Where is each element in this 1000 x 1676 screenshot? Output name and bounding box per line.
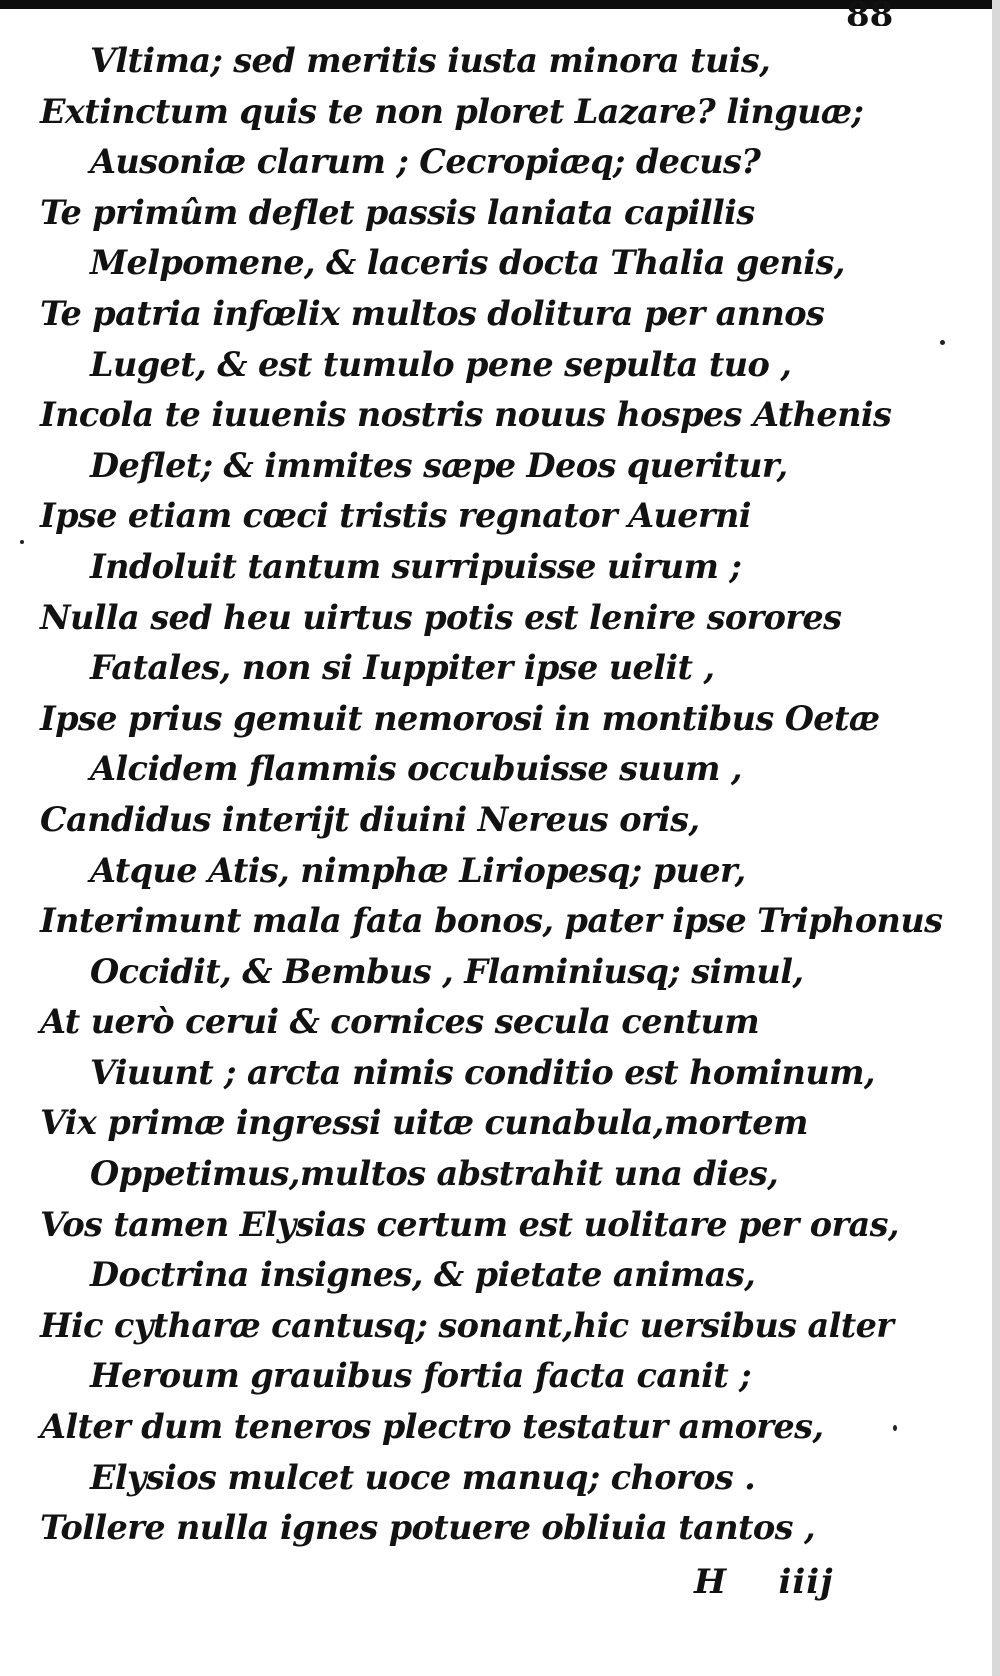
- poem-body: [0, 36, 1000, 1554]
- page-number: 88: [846, 0, 894, 26]
- verse-line: Ipse etiam cœci tristis regnator Auerni: [40, 496, 751, 536]
- signature-mark: H iiij: [694, 1562, 834, 1602]
- ink-speck: [20, 540, 24, 544]
- verse-line: Viuunt ; arcta nimis conditio est hominum,: [90, 1052, 875, 1092]
- verse-line: Vltima; sed meritis iusta minora tuis,: [90, 41, 771, 80]
- verse-line: Ausoniæ clarum ; Cecropiæq; decus?: [90, 142, 761, 182]
- verse-line: Interimunt mala fata bonos, pater ipse Triphonus: [40, 901, 943, 941]
- verse-line: Ipse prius gemuit nemorosi in montibus Oetæ: [40, 698, 880, 738]
- verse-line: Heroum grauibus fortia facta canit ;: [90, 1356, 752, 1396]
- verse-line: Vos tamen Elysias certum est uolitare per oras,: [40, 1204, 899, 1244]
- verse-line: Luget, & est tumulo pene sepulta tuo ,: [90, 344, 792, 384]
- verse-line: Fatales, non si Iuppiter ipse uelit ,: [90, 648, 715, 688]
- verse-line: Hic cytharæ cantusq; sonant,hic uersibus alter: [40, 1305, 894, 1345]
- verse-line: Elysios mulcet uoce manuq; choros .: [90, 1457, 756, 1497]
- verse-line: Alcidem flammis occubuisse suum ,: [90, 749, 742, 789]
- verse-line: Occidit, & Bembus , Flaminiusq; simul,: [90, 951, 804, 991]
- ink-speck: [940, 340, 945, 345]
- verse-line: Tollere nulla ignes potuere obliuia tantos ,: [40, 1508, 816, 1548]
- verse-line: At uerò cerui & cornices secula centum: [40, 1002, 760, 1042]
- verse-line: Deflet; & immites sæpe Deos queritur,: [90, 445, 788, 485]
- verse-line: Melpomene, & laceris docta Thalia genis,: [90, 243, 845, 283]
- verse-line: Alter dum teneros plectro testatur amores,: [40, 1407, 824, 1447]
- verse-line: Te patria infœlix multos dolitura per annos: [40, 293, 825, 333]
- verse-line: Atque Atis, nimphæ Liriopesq; puer,: [90, 850, 746, 890]
- verse-line: Te primûm deflet passis laniata capillis: [40, 192, 755, 232]
- verse-line: Nulla sed heu uirtus potis est lenire sorores: [40, 597, 842, 637]
- verse-line: Candidus interijt diuini Nereus oris,: [40, 799, 700, 839]
- verse-line: Extinctum quis te non ploret Lazare? linguæ;: [40, 91, 864, 131]
- verse-line: Oppetimus,multos abstrahit una dies,: [90, 1154, 779, 1194]
- verse-line: Doctrina insignes, & pietate animas,: [90, 1255, 756, 1295]
- ink-speck: [893, 1425, 897, 1431]
- verse-line: Incola te iuuenis nostris nouus hospes Athenis: [40, 395, 892, 435]
- verse-line: Vix primæ ingressi uitæ cunabula,mortem: [40, 1103, 808, 1143]
- verse-line: Indoluit tantum surripuisse uirum ;: [90, 546, 742, 586]
